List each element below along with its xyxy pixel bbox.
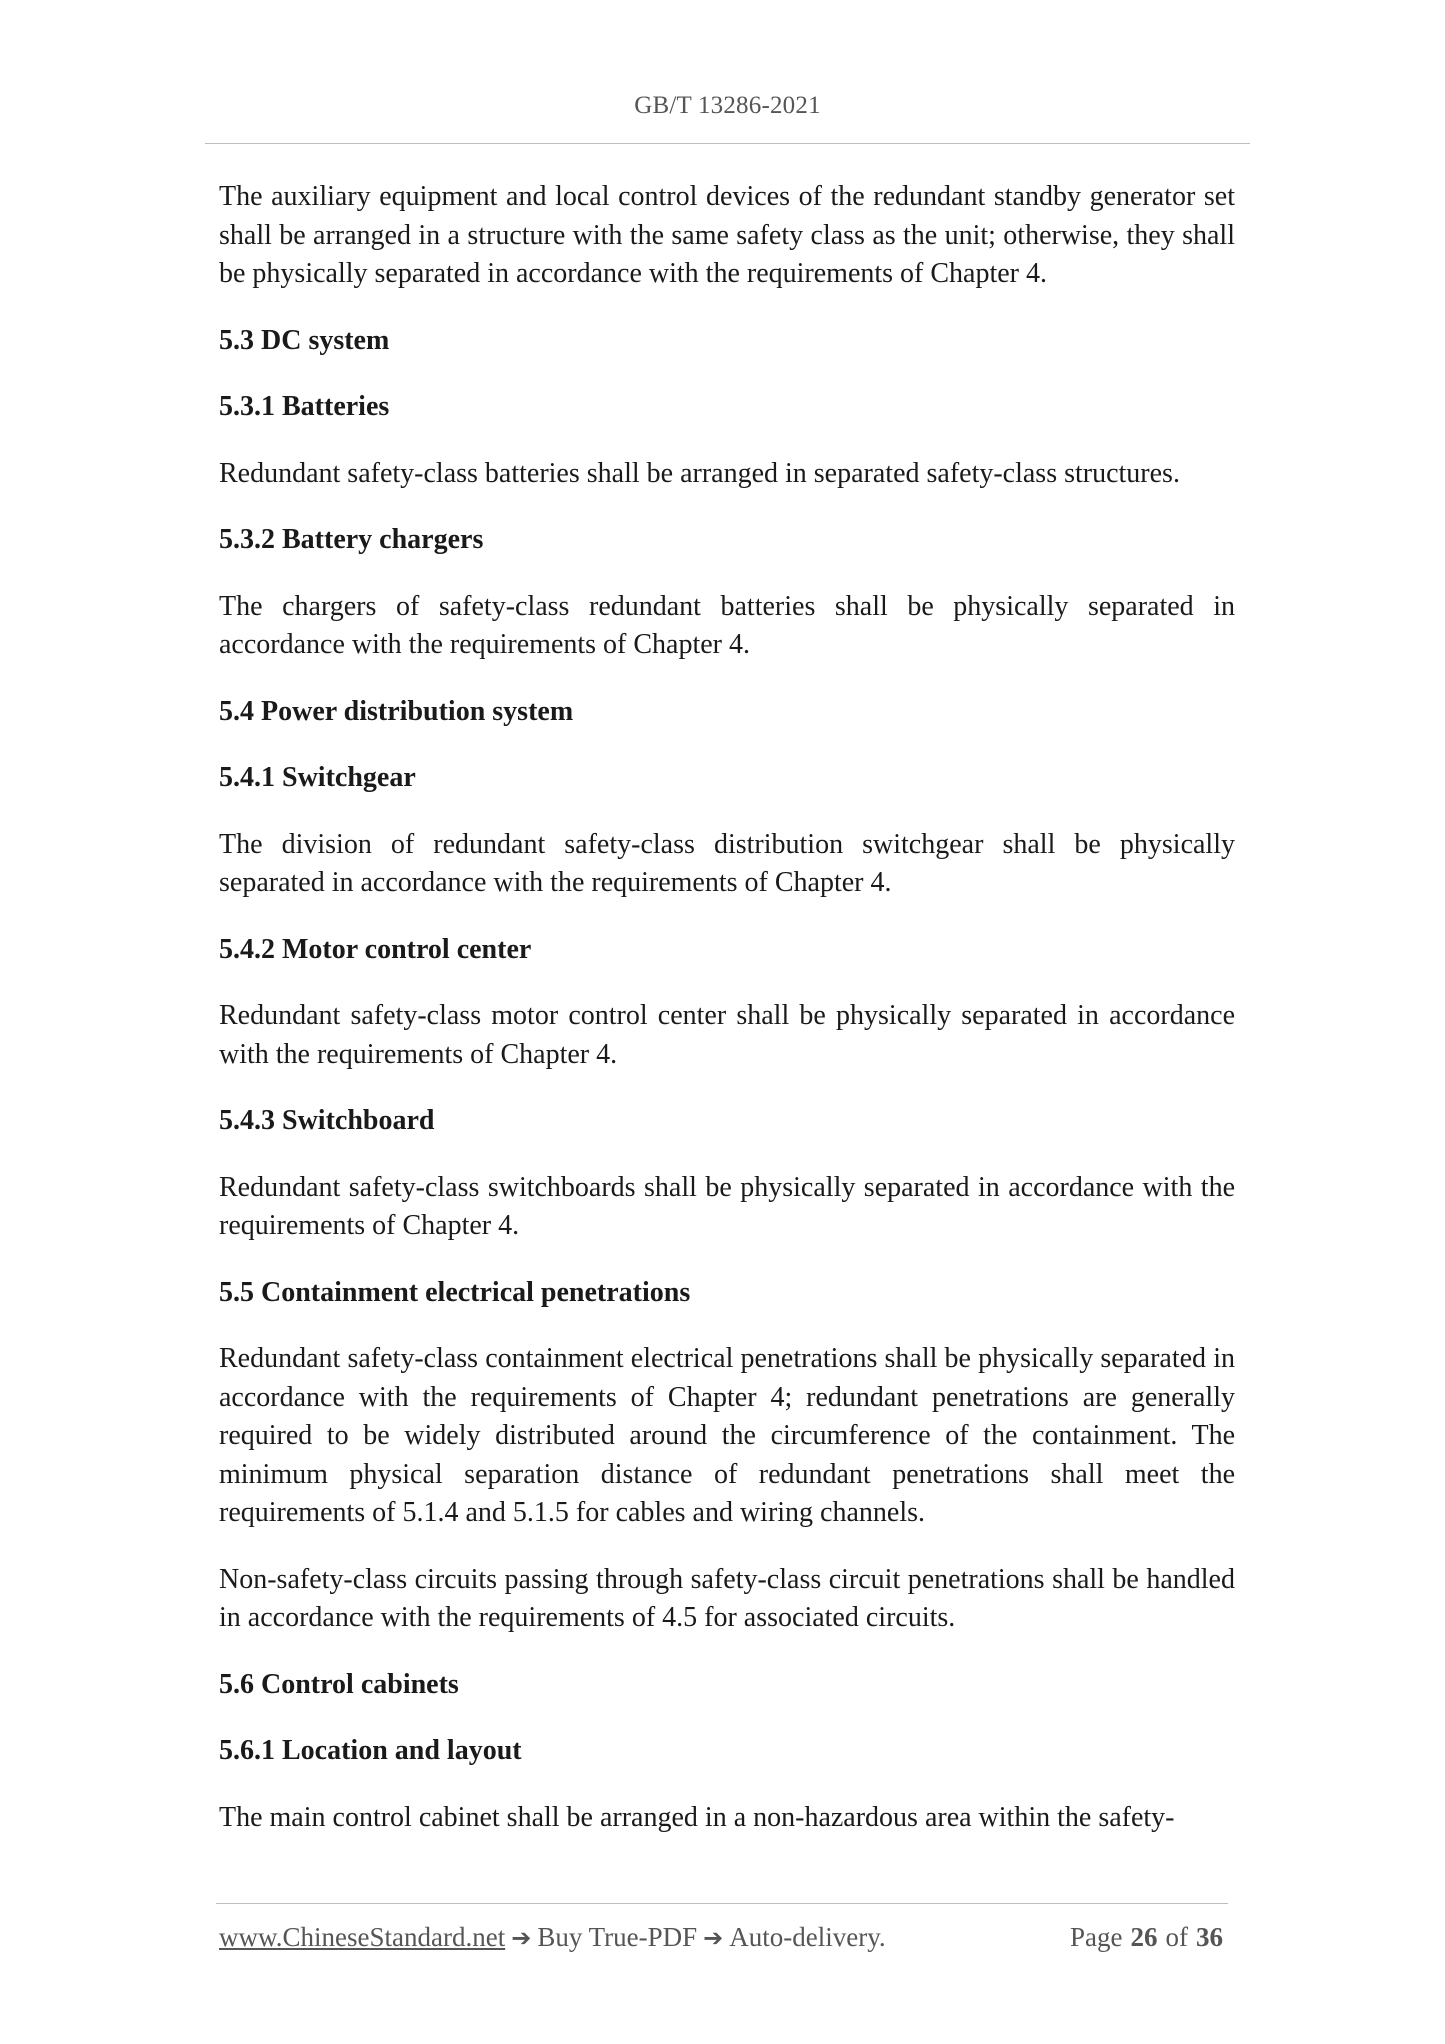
page-label: Page (1070, 1922, 1123, 1952)
page-content (219, 178, 1235, 1865)
of-label: of (1165, 1922, 1188, 1952)
footer-promo (219, 1920, 886, 1955)
page-total: 36 (1196, 1922, 1223, 1952)
paragraph-5-5-a: Redundant safety-class containment electrical penetrations shall be physically separated in accordance with the requirements of Chapter 4; redundant penetrations are generally required to be widely distributed around the circumference of the containment. The minimum physical separation distance of redundant penetrations shall meet the requirements of 5.1.4 and 5.1.5 for cables and wiring channels. (219, 1343, 1235, 1528)
heading-5-4-1: 5.4.1 Switchgear (219, 762, 416, 793)
arrow-right-icon: ➔ (511, 1924, 532, 1952)
paragraph-5-3-2: The chargers of safety-class redundant batteries shall be physically separated in accordance with the requirements of Chapter 4. (219, 590, 1235, 660)
buy-pdf-text: Buy True-PDF (537, 1922, 698, 1952)
heading-5-4: 5.4 Power distribution system (219, 695, 574, 727)
paragraph-5-5-b: Non-safety-class circuits passing through safety-class circuit penetrations shall be handled in accordance with the requirements of 4.5 for associated circuits. (219, 1563, 1235, 1633)
footer-divider (216, 1903, 1228, 1904)
document-id-header: GB/T 13286-2021 (634, 92, 821, 119)
paragraph-5-4-3: Redundant safety-class switchboards shall be physically separated in accordance with the requirements of Chapter 4. (219, 1171, 1235, 1241)
paragraph-generator-auxiliary: The auxiliary equipment and local control devices of the redundant standby generator set shall be arranged in a structure with the same safety class as the unit; otherwise, they shall be physically separated in accordance with the requirements of Chapter 4. (219, 181, 1235, 289)
heading-5-6: 5.6 Control cabinets (219, 1668, 459, 1700)
heading-5-3-2: 5.3.2 Battery chargers (219, 524, 484, 555)
website-link[interactable]: www.ChineseStandard.net (219, 1922, 506, 1952)
heading-5-5: 5.5 Containment electrical penetrations (219, 1276, 691, 1308)
arrow-right-icon: ➔ (703, 1924, 724, 1952)
paragraph-5-3-1: Redundant safety-class batteries shall be arranged in separated safety-class structures. (219, 457, 1180, 489)
heading-5-4-2: 5.4.2 Motor control center (219, 933, 532, 965)
paragraph-5-4-1: The division of redundant safety-class distribution switchgear shall be physically separated in accordance with the requirements of Chapter 4. (219, 828, 1235, 898)
paragraph-5-6-1: The main control cabinet shall be arranged in a non-hazardous area within the safety- (219, 1801, 1175, 1833)
auto-delivery-text: Auto-delivery. (729, 1922, 886, 1952)
heading-5-3-1: 5.3.1 Batteries (219, 391, 390, 422)
header-divider (205, 143, 1250, 144)
page-number (1070, 1920, 1231, 1954)
heading-5-3: 5.3 DC system (219, 324, 390, 356)
heading-5-6-1: 5.6.1 Location and layout (219, 1735, 522, 1766)
page-current: 26 (1130, 1922, 1158, 1952)
heading-5-4-3: 5.4.3 Switchboard (219, 1105, 435, 1136)
paragraph-5-4-2: Redundant safety-class motor control center shall be physically separated in accordance with the requirements of Chapter 4. (219, 1000, 1235, 1070)
